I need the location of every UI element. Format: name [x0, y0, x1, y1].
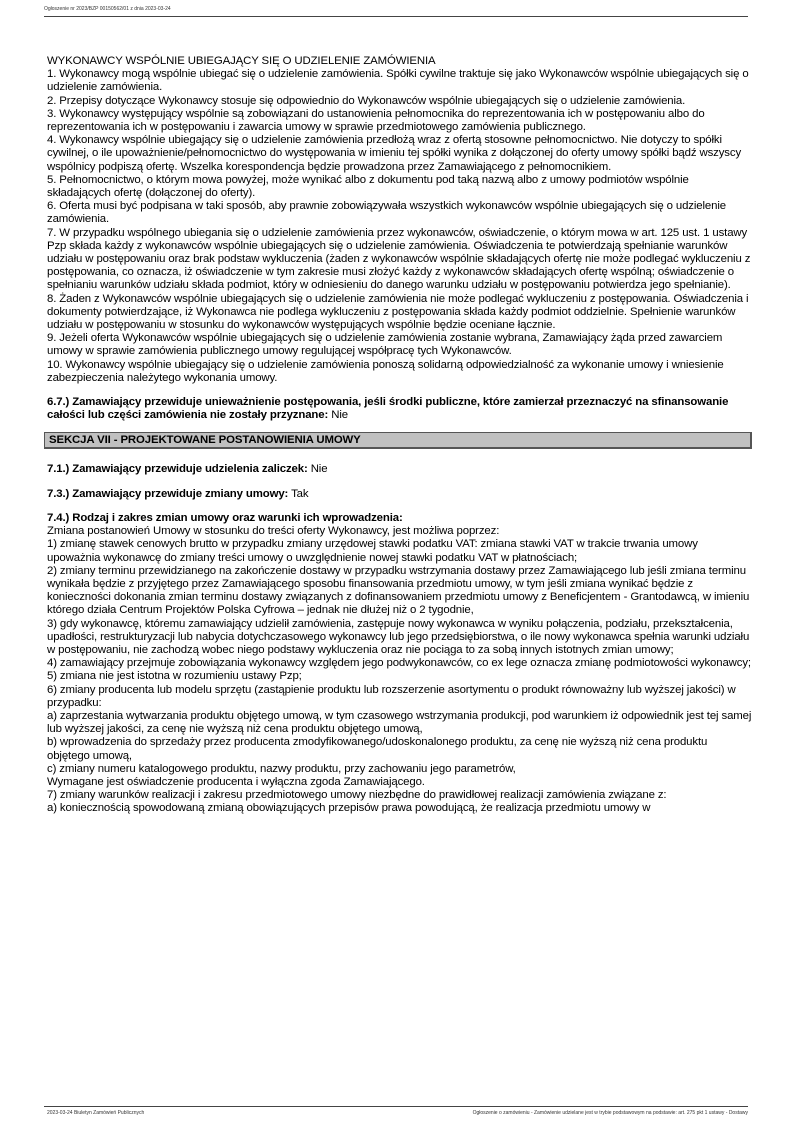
contract-change-line: 6) zmiany producenta lub modelu sprzętu (zastąpienie produktu lub rozszerzenie asortymentu o produkt równoważny lub wyższej jakości) w przypadku: [47, 683, 736, 709]
footer-notice-type: Ogłoszenie o zamówieniu - Zamówienie udzielane jest w trybie podstawowym na podstawie: art. 275 pkt 1 ustawy - Dostawy [472, 1110, 748, 1116]
contract-change-line: Zmiana postanowień Umowy w stosunku do treści oferty Wykonawcy, jest możliwa poprzez: [47, 525, 500, 538]
joint-bidders-item-10: 10. Wykonawcy wspólnie ubiegający się o udzielenie zamówienia ponoszą solidarną odpowiedzialność za wykonanie umowy i wniesienie zabezpieczenia należytego wykonania umowy. [47, 358, 724, 384]
footer-divider [44, 1106, 748, 1107]
contract-change-line: 7) zmiany warunków realizacji i zakresu przedmiotowego umowy niezbędne do prawidłowej realizacji zamówienia związane z: [47, 789, 667, 802]
contract-change-line: 5) zmiana nie jest istotna w rozumieniu ustawy Pzp; [47, 670, 302, 683]
question-6-7 [47, 396, 752, 422]
contract-change-line: 2) zmiany terminu przewidzianego na zakończenie dostawy w przypadku wstrzymania dostawy przez Zamawiającego lub jeśli zmiana terminu wynikała będzie z przyjętego przez Zamawiającego sposobu finansowania przedmiotu umowy, w tym jeśli zmiana wynikać będzie z konieczności dokonania zmian terminu dostawy związanych z dofinansowaniem przedmiotu umowy z Beneficjentem - Grantodawcą, w imieniu którego działa Centrum Projektów Polska Cyfrowa – jednak nie dłużej niż o 2 tygodnie, [47, 564, 750, 617]
footer-date-source: 2023-03-24 Biuletyn Zamówień Publicznych [47, 1110, 145, 1116]
question-7-3-label: 7.3.) Zamawiający przewiduje zmiany umowy: [47, 487, 289, 500]
joint-bidders-item-4: 4. Wykonawcy wspólnie ubiegający się o udzielenie zamówienia przedłożą wraz z ofertą stosowne pełnomocnictwo. Nie dotyczy to spółki cywilnej, o ile upoważnienie/pełnomocnictwo do występowania w imieniu tej spółki wynika z dołączonej do oferty umowy spółki bądź wszyscy wspólnicy podpiszą ofertę. Wszelka korespondencja będzie prowadzona przez Zamawiającego z pełnomocnikiem. [47, 134, 742, 173]
question-7-3-value: Tak [291, 487, 309, 500]
question-7-4-label: 7.4.) Rodzaj i zakres zmian umowy oraz warunki ich wprowadzenia: [47, 511, 403, 524]
contract-change-line: Wymagane jest oświadczenie producenta i wyłączna zgoda Zamawiającego. [47, 775, 425, 788]
document-body [47, 55, 752, 816]
header-divider [44, 16, 748, 17]
joint-bidders-title: WYKONAWCY WSPÓLNIE UBIEGAJĄCY SIĘ O UDZIELENIE ZAMÓWIENIA [47, 55, 436, 67]
joint-bidders-item-9: 9. Jeżeli oferta Wykonawców wspólnie ubiegających się o udzielenie zamówienia zostanie wybrana, Zamawiający żąda przed zawarciem umowy w sprawie zamówienia publicznego umowy regulującej współpracę tych Wykonawców. [47, 332, 723, 358]
section-7-header: SEKCJA VII - PROJEKTOWANE POSTANOWIENIA UMOWY [44, 432, 752, 449]
contract-change-line: a) koniecznością spowodowaną zmianą obowiązujących przepisów prawa powodującą, że realizacja przedmiotu umowy w [47, 802, 651, 815]
joint-bidders-item-8: 8. Żaden z Wykonawców wspólnie ubiegających się o udzielenie zamówienia nie może podlegać wykluczeniu z postępowania. Oświadczenia i dokumenty potwierdzające, iż Wykonawca nie podlega wykluczeniu z postępowania składa każdy podmiot oddzielnie. Spełnienie warunków udziału w postępowaniu w stosunku do wykonawców występujących wspólnie będzie oceniane łącznie. [47, 292, 749, 332]
joint-bidders-item-2: 2. Przepisy dotyczące Wykonawcy stosuje się odpowiednio do Wykonawców wspólnie ubiegających się o udzielenie zamówienia. [47, 94, 686, 107]
joint-bidders-item-7: 7. W przypadku wspólnego ubiegania się o udzielenie zamówienia przez wykonawców, oświadczenie, o którym mowa w art. 125 ust. 1 ustawy Pzp składa każdy z wykonawców wspólnie ubiegających się o udzielenie zamówienia. Oświadczenia te potwierdzają spełnianie warunków udziału w postępowaniu oraz brak podstaw wykluczenia (żaden z wykonawców wspólnie składających ofertę nie może podlegać wykluczeniu z postępowania, co oznacza, iż oświadczenie w tym zakresie musi złożyć każdy z wykonawców składających ofertę wspólną; oświadczenie o spełnianiu warunków udziału składa podmiot, który w odniesieniu do danego warunku udziału w postępowaniu potwierdza jego spełnianie). [47, 226, 751, 292]
question-7-1 [47, 463, 752, 476]
contract-change-line: 3) gdy wykonawcę, któremu zamawiający udzielił zamówienia, zastępuje nowy wykonawca w wyniku połączenia, podziału, przekształcenia, upadłości, restrukturyzacji lub nabycia dotychczasowego wykonawcy lub jego przedsiębiorstwa, o ile nowy wykonawca spełnia warunki udziału w postępowaniu, nie zachodzą wobec niego podstawy wykluczenia oraz nie pociąga to za sobą innych istotnych zmian umowy; [47, 617, 750, 656]
contract-change-line: 4) zamawiający przejmuje zobowiązania wykonawcy względem jego podwykonawców, co ex lege oznacza zmianę podmiotowości wykonawcy; [47, 657, 751, 670]
page-header-notice-ref: Ogłoszenie nr 2023/BZP 00150562/01 z dnia 2023-03-24 [44, 6, 171, 12]
question-7-1-label: 7.1.) Zamawiający przewiduje udzielenia zaliczek: [47, 463, 308, 476]
joint-bidders-item-1: 1. Wykonawcy mogą wspólnie ubiegać się o udzielenie zamówienia. Spółki cywilne traktuje się jako Wykonawców wspólnie ubiegających się o udzielenie zamówienia. [47, 68, 749, 94]
question-7-4 [47, 512, 752, 525]
contract-change-line: 1) zmianę stawek cenowych brutto w przypadku zmiany urzędowej stawki podatku VAT: zmiana stawki VAT w trakcie trwania umowy upoważnia wykonawcę do zmiany treści umowy o uwzględnienie nowej stawki podatku VAT w płatnościach; [47, 538, 698, 564]
joint-bidders-item-3: 3. Wykonawcy występujący wspólnie są zobowiązani do ustanowienia pełnomocnika do reprezentowania ich w postępowaniu albo do reprezentowania ich w postępowaniu i zawarcia umowy w sprawie przedmiotowego zamówienia publicznego. [47, 107, 705, 134]
joint-bidders-item-6: 6. Oferta musi być podpisana w taki sposób, aby prawnie zobowiązywała wszystkich wykonawców wspólnie ubiegających się o udzielenie zamówienia. [47, 200, 726, 226]
contract-change-line: b) wprowadzenia do sprzedaży przez producenta zmodyfikowanego/udoskonalonego produktu, za cenę nie wyższą niż cena produktu objętego umową, [47, 736, 708, 762]
question-7-1-value: Nie [310, 463, 328, 476]
question-6-7-label: 6.7.) Zamawiający przewiduje unieważnienie postępowania, jeśli środki publiczne, które zamierzał przeznaczyć na sfinansowanie całości lub części zamówienia nie zostały przyznane: [47, 396, 729, 422]
joint-bidders-item-5: 5. Pełnomocnictwo, o którym mowa powyżej, może wynikać albo z dokumentu pod taką nazwą albo z umowy podmiotów wspólnie składających ofertę (dołączonej do oferty). [47, 173, 689, 200]
question-7-3 [47, 488, 752, 501]
question-6-7-value: Nie [331, 409, 348, 422]
contract-change-line: c) zmiany numeru katalogowego produktu, nazwy produktu, przy zachowaniu jego parametrów, [47, 762, 516, 775]
contract-change-line: a) zaprzestania wytwarzania produktu objętego umową, w tym czasowego wstrzymania produkcji, pod warunkiem iż odpowiednik jest tej samej lub wyższej jakości, za cenę nie wyższą niż cena produktu objętego umową, [47, 709, 752, 736]
